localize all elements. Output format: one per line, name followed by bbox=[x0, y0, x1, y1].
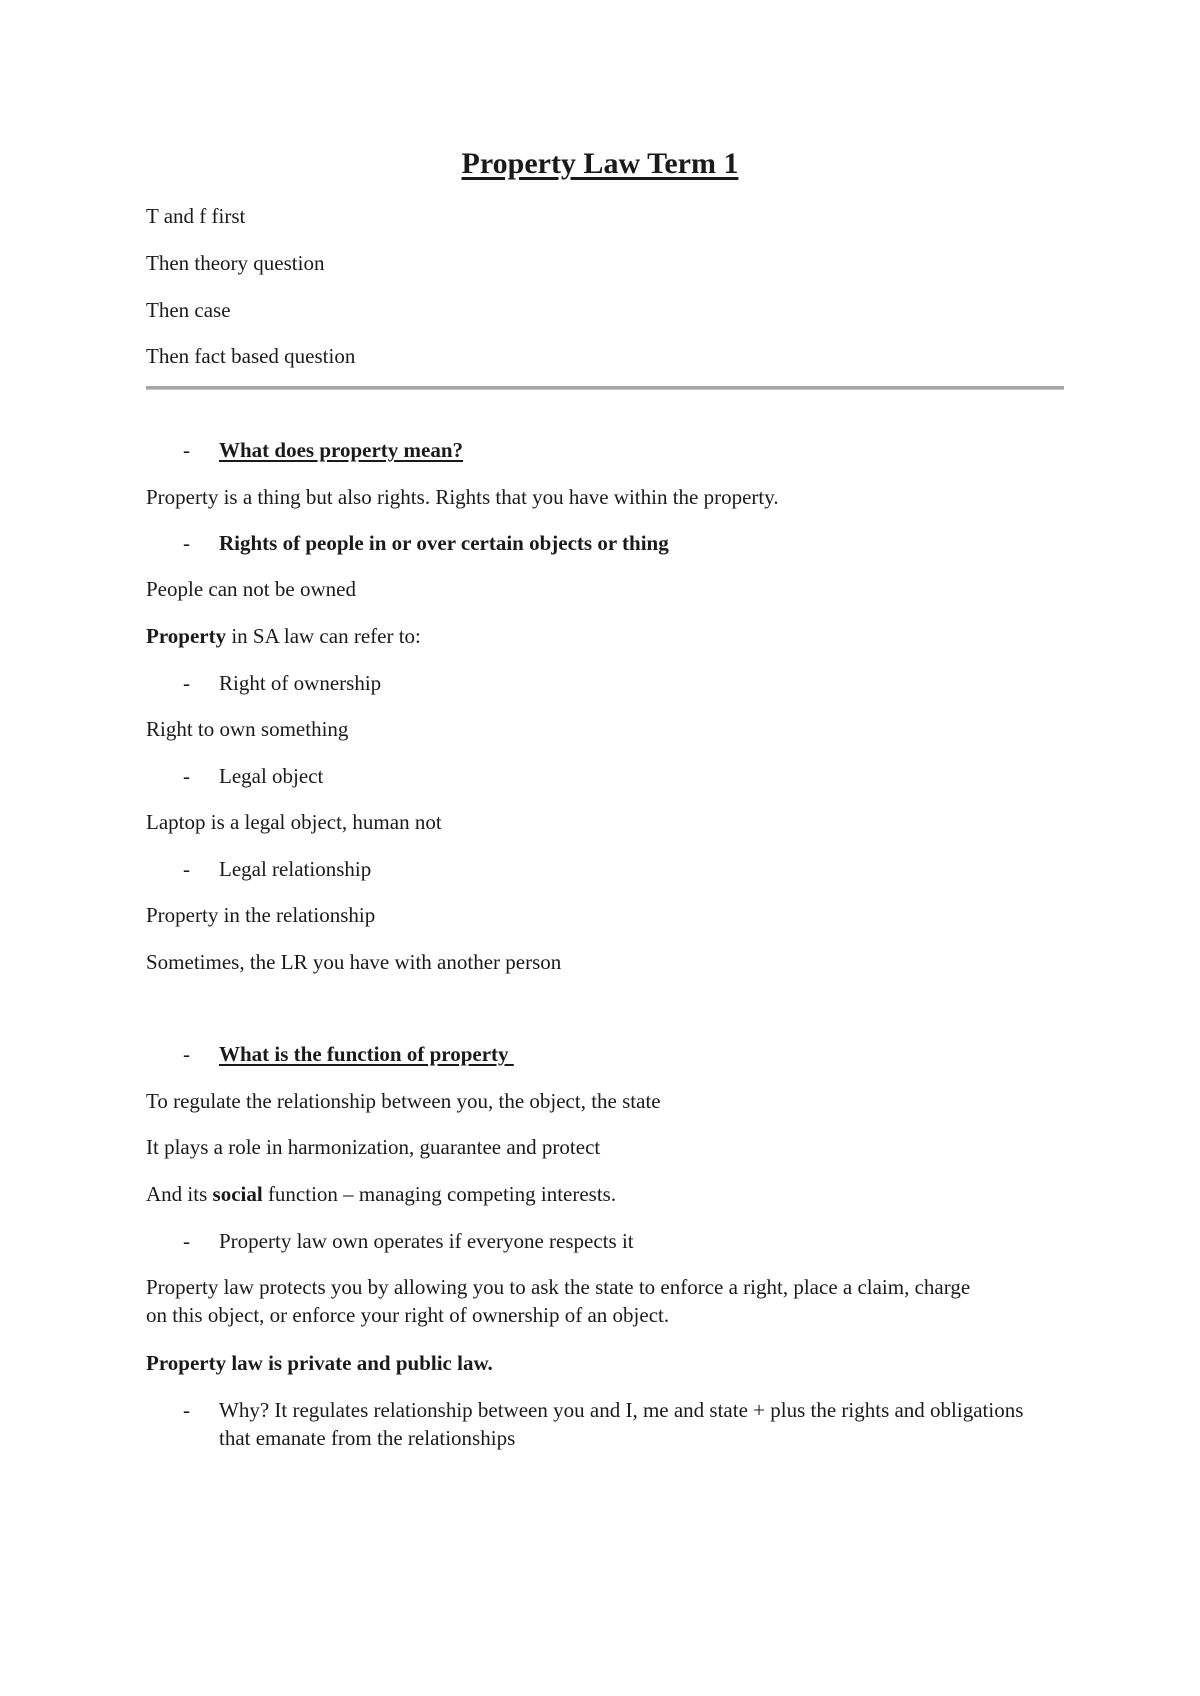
intro-line-4: Then fact based question bbox=[146, 344, 356, 368]
why-bullet: Why? It regulates relationship between you and I, me and state + plus the rights and obligations that emanate from the relationships bbox=[219, 1398, 1024, 1450]
social-bold: social bbox=[212, 1182, 263, 1206]
list-item-ownership: Right of ownership bbox=[219, 671, 382, 695]
bullet-dash: - bbox=[183, 1398, 190, 1422]
bullet-dash: - bbox=[183, 671, 190, 695]
intro-line-2: Then theory question bbox=[146, 251, 325, 275]
relationship-note-2: Sometimes, the LR you have with another person bbox=[146, 950, 562, 974]
property-refer-line bbox=[146, 622, 421, 650]
bullet-dash: - bbox=[183, 1229, 190, 1253]
horizontal-rule bbox=[146, 386, 1064, 390]
property-refer-bold: Property bbox=[146, 624, 227, 648]
function-line-2: It plays a role in harmonization, guarantee and protect bbox=[146, 1135, 601, 1159]
rights-heading: Rights of people in or over certain objects or thing bbox=[219, 531, 669, 555]
bullet-dash: - bbox=[183, 857, 190, 881]
social-function-line bbox=[146, 1180, 616, 1208]
document-title: Property Law Term 1 bbox=[461, 147, 739, 180]
intro-line-3: Then case bbox=[146, 298, 231, 322]
ownership-note: Right to own something bbox=[146, 717, 349, 741]
respects-bullet: Property law own operates if everyone respects it bbox=[219, 1229, 634, 1253]
bullet-dash: - bbox=[183, 764, 190, 788]
people-note: People can not be owned bbox=[146, 577, 356, 601]
protects-paragraph: Property law protects you by allowing you to ask the state to enforce a right, place a claim, charge on this object, or enforce your right of ownership of an object. bbox=[146, 1275, 971, 1327]
section-heading-property-meaning: What does property mean? bbox=[219, 438, 464, 462]
list-item-legal-object: Legal object bbox=[219, 764, 324, 788]
bullet-dash: - bbox=[183, 438, 190, 462]
bullet-dash: - bbox=[183, 1042, 190, 1066]
list-item-legal-relationship: Legal relationship bbox=[219, 857, 372, 881]
property-definition: Property is a thing but also rights. Rights that you have within the property. bbox=[146, 485, 779, 509]
private-public-heading: Property law is private and public law. bbox=[146, 1351, 493, 1375]
social-pre: And its bbox=[146, 1182, 213, 1206]
function-line-1: To regulate the relationship between you, the object, the state bbox=[146, 1089, 661, 1113]
section-heading-function: What is the function of property bbox=[219, 1042, 514, 1066]
social-post: function – managing competing interests. bbox=[262, 1182, 617, 1206]
relationship-note-1: Property in the relationship bbox=[146, 903, 376, 927]
property-refer-rest: in SA law can refer to: bbox=[226, 624, 421, 648]
legal-object-note: Laptop is a legal object, human not bbox=[146, 810, 442, 834]
intro-line-1: T and f first bbox=[146, 204, 246, 228]
bullet-dash: - bbox=[183, 531, 190, 555]
